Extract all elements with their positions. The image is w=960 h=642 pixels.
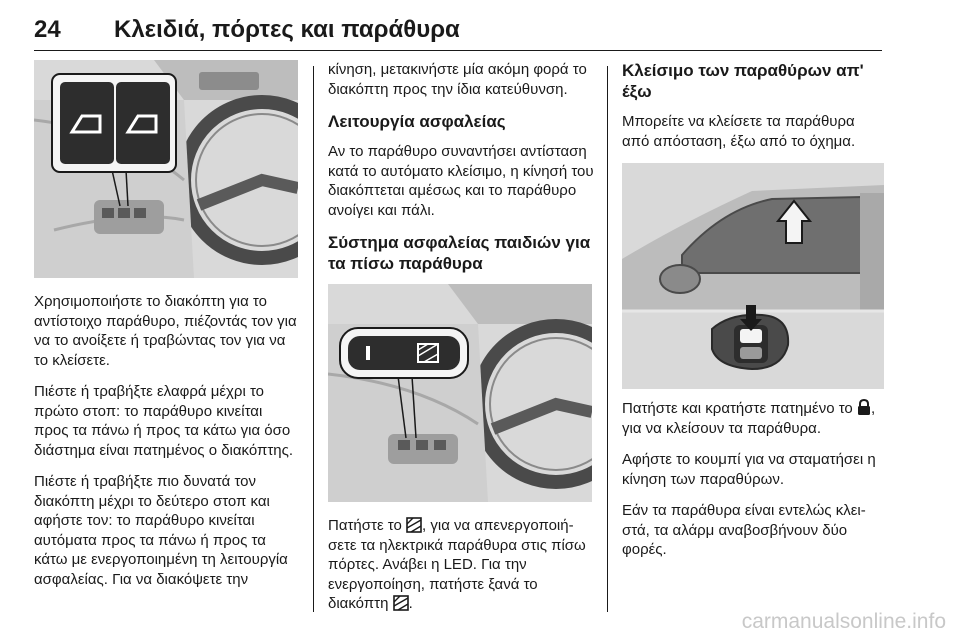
lock-icon (857, 399, 871, 416)
paragraph-continuation: κίνηση, μετακινήστε μία ακόμη φορά το διακόπτη προς την ίδια κατεύθυνση. (328, 61, 587, 98)
press-hold-text-a: Πατήστε και κρατήστε πατημένο το (622, 400, 857, 417)
page-title: Κλειδιά, πόρτες και παράθυρα (114, 16, 460, 43)
child-lock-text-c: . (408, 595, 413, 612)
door-window-switch-figure (34, 60, 298, 278)
page-header (34, 10, 882, 51)
child-lock-switch-figure (328, 284, 592, 502)
heading-child-safety: Σύστημα ασφαλείας παιδιών για τα πίσω παράθυρα (328, 233, 591, 273)
paragraph-alarm-flash: Εάν τα παράθυρα είναι εντελώς κλειστά, τα αλάρμ αναβοσβήνουν δύο φορές. (622, 502, 866, 558)
paragraph-second-stop: Πιέστε ή τραβήξτε πιο δυνατά τον διακόπτη μέχρι το δεύτερο στοπ και αφήστε τον: το παράθυρο κινείται αυτόματα προς τα πάνω ή προς τα κάτω με ενεργοποιημένη τη λειτουργία ασφαλείας. Για να διακόψετε την (34, 473, 288, 588)
heading-remote-closing: Κλείσιμο των παραθύρων απ' έξω (622, 61, 864, 101)
car-window-and-key-illustration (622, 163, 884, 389)
column-divider (607, 66, 608, 612)
door-panel-illustration (34, 60, 298, 278)
paragraph-safety: Αν το παράθυρο συναντήσει αντίσταση κατά το αυτόματο κλείσιμο, η κίνησή του διακόπτεται αμέσως και το παράθυρο ανοίγει και πάλι. (328, 143, 594, 219)
watermark: carmanualsonline.info (741, 610, 946, 633)
paragraph-remote-intro: Μπορείτε να κλείσετε τα παράθυρα από απόσταση, έξω από το όχημα. (622, 113, 856, 150)
child-lock-text-a: Πατήστε το (328, 517, 407, 534)
remote-window-figure (622, 163, 884, 389)
child-lock-illustration (328, 284, 592, 502)
paragraph-child-lock (328, 516, 594, 614)
paragraph-switch-usage: Χρησιμοποιήστε το διακόπτη για το αντίστοιχο παράθυρο, πιέζοντάς τον για να το ανοίξετε ή τραβώντας τον για να το κλείσετε. (34, 293, 297, 369)
heading-safety-function: Λειτουργία ασφαλείας (328, 112, 506, 131)
column-divider (313, 66, 314, 612)
column-1 (34, 60, 298, 601)
child-lock-icon (393, 595, 409, 611)
page-number: 24 (34, 16, 61, 43)
column-2 (328, 60, 594, 626)
paragraph-first-stop: Πιέστε ή τραβήξτε ελαφρά μέχρι το πρώτο στοπ: το παράθυρο κινείται προς τα πάνω ή προς τα κάτω για όσο διάστημα είναι πατημένος ο διακόπτης. (34, 383, 294, 459)
child-lock-icon (406, 517, 422, 533)
child-lock-text-b: , για να απενεργοποιήσετε τα ηλεκτρικά παράθυρα στις πίσω πόρτες. Ανάβει η LED. Για την ενεργοποίηση, πατήστε ξανά το διακόπτη (328, 517, 586, 612)
paragraph-release-button: Αφήστε το κουμπί για να σταματήσει η κίνηση των παραθύρων. (622, 451, 876, 488)
column-3 (622, 60, 884, 572)
press-hold-text-b: , για να κλείσουν τα παράθυρα. (622, 400, 876, 437)
paragraph-press-hold (622, 399, 884, 438)
